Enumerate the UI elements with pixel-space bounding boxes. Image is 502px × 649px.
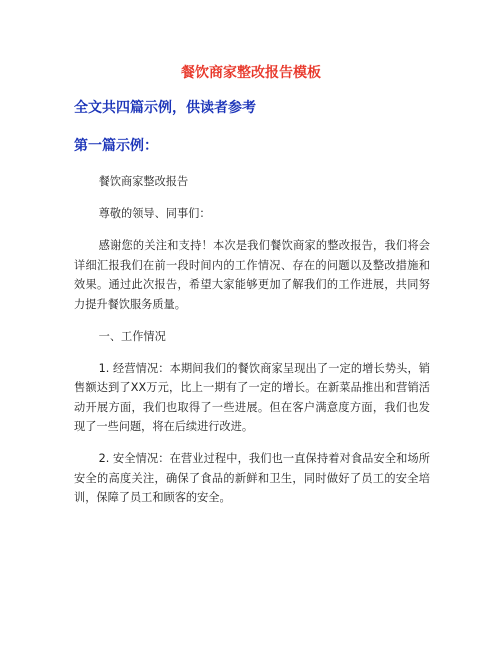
report-name-paragraph: 餐饮商家整改报告 [98, 175, 189, 188]
intro-paragraph: 感谢您的关注和支持！本次是我们餐饮商家的整改报告，我们将会详细汇报我们在前一段时间内的工作情况、存在的问题以及整改措施和效果。通过此次报告，希望大家能够更加了解我们的工作进展，共同努力提升餐饮服务质量。 [74, 239, 430, 311]
document-body [74, 172, 430, 520]
business-status-paragraph: 1. 经营情况：本期间我们的餐饮商家呈现出了一定的增长势头，销售额达到了XX万元，比上一期有了一定的增长。在新菜品推出和营销活动开展方面，我们也取得了一些进展。但在客户满意度方面，我们也发现了一些问题，将在后续进行改进。 [74, 361, 430, 433]
salutation-paragraph: 尊敬的领导、同事们： [98, 207, 211, 220]
document-title: 餐饮商家整改报告模板 [181, 65, 321, 81]
document-subtitle: 全文共四篇示例，供读者参考 [74, 100, 256, 116]
section-heading: 第一篇示例： [74, 138, 158, 154]
section-one-heading: 一、工作情况 [98, 329, 166, 343]
safety-status-paragraph: 2. 安全情况：在营业过程中，我们也一直保持着对食品安全和场所安全的高度关注，确保了食品的新鲜和卫生，同时做好了员工的安全培训，保障了员工和顾客的安全。 [74, 452, 430, 504]
